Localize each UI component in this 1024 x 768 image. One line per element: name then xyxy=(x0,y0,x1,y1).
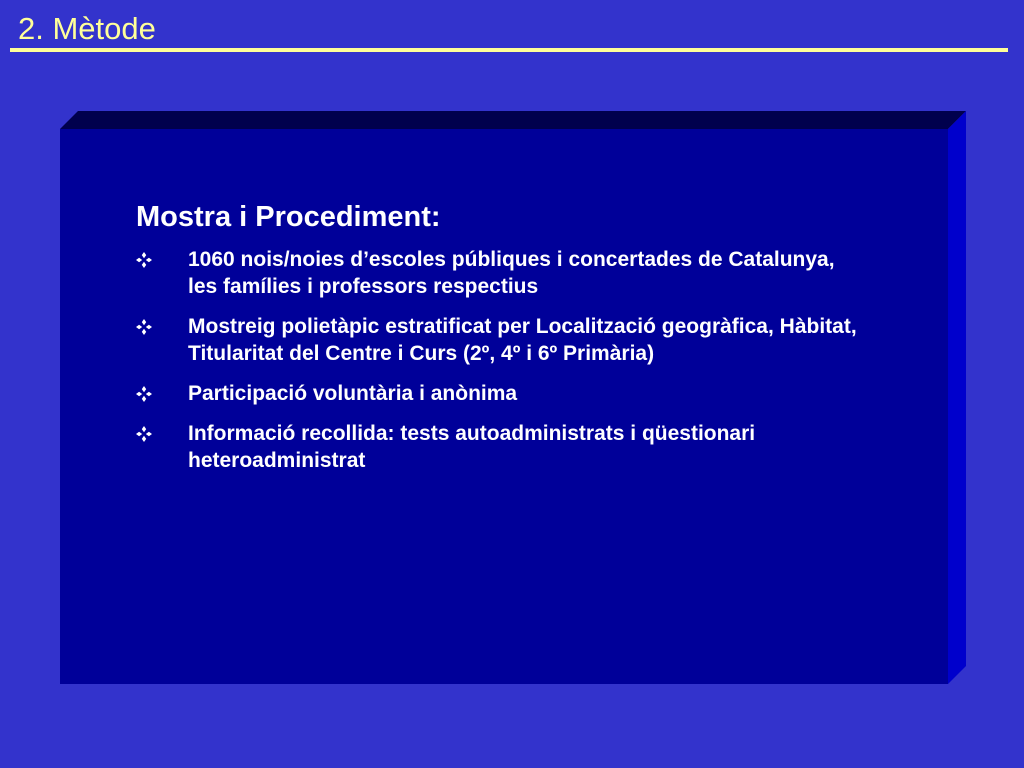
bullet-text: Informació recollida: tests autoadministrats i qüestionari heteroadministrat xyxy=(188,422,756,472)
bullet-text: Mostreig polietàpic estratificat per Localització geogràfica, Hàbitat, Titularitat del Centre i Curs (2º, 4º i 6º Primària) xyxy=(188,315,857,365)
content-panel xyxy=(60,111,966,684)
slide-title: 2. Mètode xyxy=(18,11,156,46)
title-underline xyxy=(10,48,1008,52)
diamond-bullet-icon xyxy=(136,426,152,442)
panel-top-bevel xyxy=(60,111,966,129)
panel-right-bevel xyxy=(948,111,966,684)
panel-content xyxy=(136,199,866,487)
diamond-bullet-icon xyxy=(136,252,152,268)
diamond-bullet-icon xyxy=(136,386,152,402)
bullet-text: 1060 nois/noies d’escoles públiques i concertades de Catalunya, les famílies i professors respectius xyxy=(188,248,835,298)
bullet-text: Participació voluntària i anònima xyxy=(188,382,518,405)
list-item xyxy=(136,420,866,474)
panel-heading: Mostra i Procediment: xyxy=(136,201,441,233)
bullet-list xyxy=(136,246,866,474)
list-item xyxy=(136,246,866,300)
diamond-bullet-icon xyxy=(136,319,152,335)
list-item xyxy=(136,380,866,407)
list-item xyxy=(136,313,866,367)
